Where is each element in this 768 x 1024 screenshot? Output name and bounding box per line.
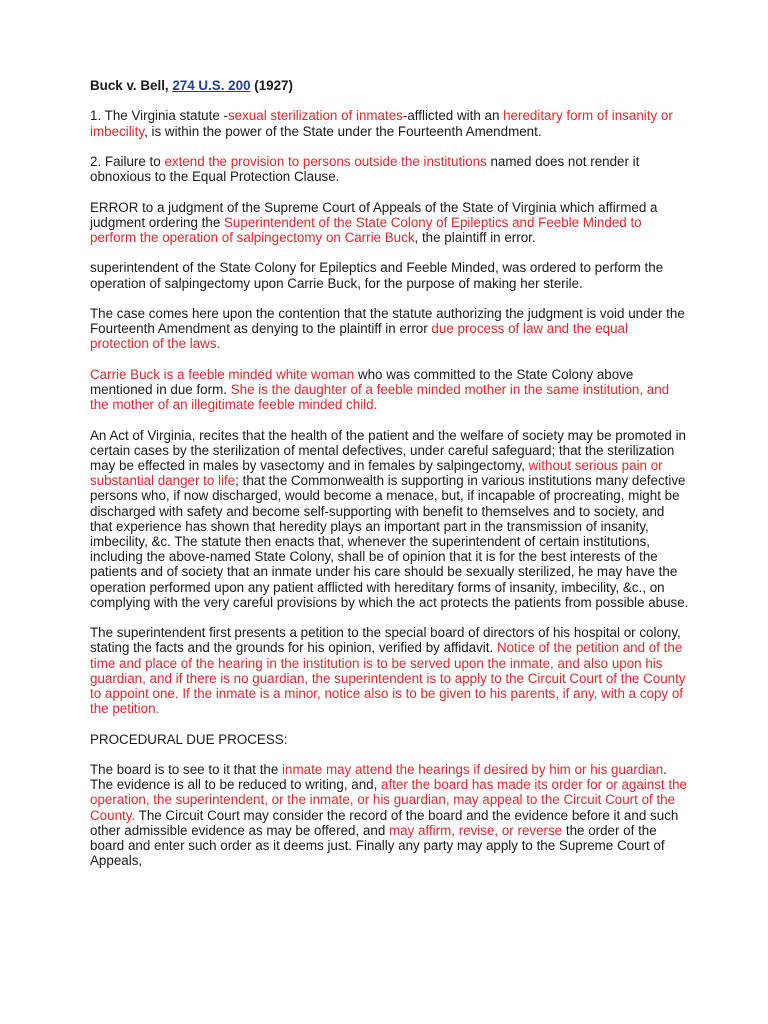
case-year: (1927) [250,78,293,93]
paragraph-text: , the plaintiff in error. [414,229,536,245]
paragraph-text: 2. Failure to [90,153,165,169]
highlighted-text: due process of law and the equal protection of the laws. [90,321,628,352]
paragraph-text: The superintendent first presents a petition to the special board of directors of his hospital or colony, stating the facts and the grounds for his opinion, verified by affidavit. [90,625,681,656]
paragraph-text: PROCEDURAL DUE PROCESS: [90,731,288,747]
paragraph [90,762,690,868]
paragraph-text: ; that the Commonwealth is supporting in various institutions many defective persons who, if now discharged, would become a menace, but, if incapable of procreating, might be discharged with safety and become self-supporting with benefit to themselves and to society, and that experience has shown that heredity plays an important part in the transmission of insanity, imbecility, &c. The statute then enacts that, whenever the superintendent of certain institutions, including the above-named State Colony, shall be of opinion that it is for the best interests of the patients and of society that an inmate under his care should be sexually sterilized, he may have the operation performed upon any patient afflicted with hereditary forms of insanity, imbecility, &c., on complying with the very careful provisions by which the act protects the patients from possible abuse. [90,473,689,610]
paragraph [90,428,690,610]
paragraph [90,367,690,413]
highlighted-text: after the board has made its order for or against the operation, the superintendent, or the inmate, or his guardian, may appeal to the Circuit Court of the County. [90,777,687,823]
case-name: Buck v. Bell, [90,78,173,93]
document-page [90,78,690,884]
paragraph [90,625,690,716]
paragraph [90,260,690,290]
citation-link[interactable]: 274 U.S. 200 [172,78,251,93]
highlighted-text: She is the daughter of a feeble minded mother in the same institution, and the mother of an illegitimate feeble minded child. [90,381,670,413]
paragraph-text: superintendent of the State Colony for Epileptics and Feeble Minded, was ordered to perform the operation of salpingectomy upon Carrie Buck, for the purpose of making her sterile. [90,260,664,291]
paragraph-text: The board is to see to it that the [90,761,283,777]
document-body [90,108,690,868]
case-heading [90,78,690,93]
paragraph-text: ERROR to a judgment of the Supreme Court of Appeals of the State of Virginia which affirmed a judgment ordering the [90,199,658,230]
paragraph-text: The Circuit Court may consider the record of the board and the evidence before it and such other admissible evidence as may be offered, and [90,807,679,838]
paragraph-text: . The evidence is all to be reduced to writing, and, [90,761,667,793]
paragraph [90,306,690,352]
paragraph-text: the order of the board and enter such order as it deems just. Finally any party may apply to the Supreme Court of Appeals, [90,822,665,869]
highlighted-text: may affirm, revise, or reverse [389,822,563,838]
paragraph-text: named does not render it obnoxious to the Equal Protection Clause. [90,153,640,185]
paragraph [90,108,690,138]
paragraph-text: An Act of Virginia, recites that the health of the patient and the welfare of society may be promoted in certain cases by the sterilization of mental defectives, under careful safeguard; that the sterilization may be effected in males by vasectomy and in females by salpingectomy, [90,427,686,473]
highlighted-text: hereditary form of insanity or imbecility [90,108,673,139]
paragraph-text: , is within the power of the State under the Fourteenth Amendment. [144,123,542,139]
paragraph [90,154,690,184]
highlighted-text: sexual sterilization of inmates [227,108,403,124]
paragraph-text: The case comes here upon the contention that the statute authorizing the judgment is void under the Fourteenth Amendment as denying to the plaintiff in error [90,305,685,337]
highlighted-text: Superintendent of the State Colony of Epileptics and Feeble Minded to perform the operation of salpingectomy on Carrie Buck [90,214,642,245]
paragraph-text: who was committed to the State Colony above mentioned in due form. [90,366,634,397]
highlighted-text: without serious pain or substantial danger to life [90,457,663,489]
paragraph-text: -afflicted with an [402,108,504,124]
highlighted-text: Notice of the petition and of the time and place of the hearing in the institution is to be served upon the inmate, and also upon his guardian, and if there is no guardian, the superintendent is to apply to the Circuit Court of the County to appoint one. If the inmate is a minor, notice also is to be given to his parents, if any, with a copy of the petition. [90,640,686,717]
paragraph-text: 1. The Virginia statute - [90,108,228,124]
highlighted-text: Carrie Buck is a feeble minded white woman [90,366,355,382]
paragraph [90,732,690,747]
paragraph [90,200,690,246]
highlighted-text: extend the provision to persons outside the institutions [164,153,487,169]
highlighted-text: inmate may attend the hearings if desired by him or his guardian [282,761,664,777]
